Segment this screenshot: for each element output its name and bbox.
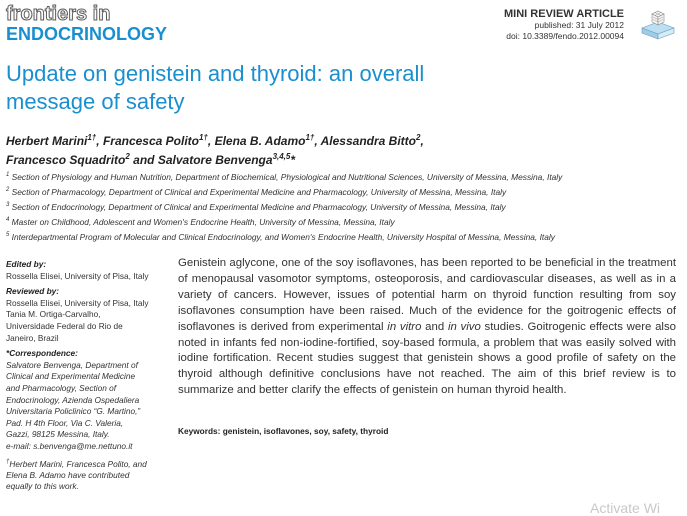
correspondence-line: Endocrinology, Azienda Ospedaliera: [6, 394, 140, 405]
os-activation-watermark: Activate Wi: [590, 500, 661, 516]
author-name: Alessandra Bitto: [320, 134, 416, 148]
author-name: Herbert Marini: [6, 134, 88, 148]
correspondence-line: Salvatore Benvenga, Department of: [6, 359, 138, 370]
affiliation-text: Section of Physiology and Human Nutrition, Department of Biochemical, Physiological and Nutritional Sciences, University of Messina, Messina, Italy: [11, 171, 563, 182]
affiliation-number: 5: [6, 232, 10, 238]
keywords: Keywords: genistein, isoflavones, soy, safety, thyroid: [178, 426, 389, 436]
affiliation-text: Master on Childhood, Adolescent and Women's Endocrine Health, University of Messina, Messina, Italy: [11, 216, 395, 227]
title-line2: message of safety: [6, 89, 185, 114]
author-affiliation-marker: 2: [415, 133, 421, 142]
affiliation-item: [6, 229, 666, 244]
footnote-line: Elena B. Adamo have contributed: [6, 469, 130, 480]
editor: Rossella Elisei, University of Pisa, Italy: [6, 270, 149, 281]
publication-info: [506, 20, 624, 42]
affiliation-text: Interdepartmental Program of Molecular and Clinical Endocrinology, and Women's Endocrine Health, University Hospital of Messina, Messina, Italy: [11, 231, 555, 242]
correspondence-label: *Correspondence:: [6, 348, 78, 359]
author-separator: *: [290, 153, 296, 167]
author-separator: and: [129, 153, 158, 167]
journal-name-line2: ENDOCRINOLOGY: [6, 24, 168, 44]
abstract-emphasis: in vivo: [447, 320, 481, 333]
abstract-text: and: [421, 320, 448, 333]
footnote-text: Herbert Marini, Francesca Polito, and: [9, 458, 147, 469]
title-line1: Update on genistein and thyroid: an overall: [6, 61, 425, 86]
author-name: Francesca Polito: [102, 134, 199, 148]
author-affiliation-marker: 1†: [87, 133, 97, 142]
author-separator: ,: [207, 134, 215, 148]
affiliation-item: [6, 169, 666, 184]
author-name: Salvatore Benvenga: [157, 153, 273, 167]
correspondence-line: Universitaria Policlinico “G. Martino,”: [6, 406, 141, 417]
abstract-text: studies. Goitrogenic effects were also noted in infants fed non-iodine-fortified, soy-based formula, a problem that was easily solved with iodine fortification. Recent studies suggest that genistein shows a good profile of safety on the thyroid although definitive conclusions have not reached. The aim of this brief review is to summarize and better clarify the effects of genistein on human thyroid health.: [178, 320, 676, 397]
author-affiliation-marker: 3,4,5: [272, 152, 291, 161]
reviewer: Tania M. Ortiga-Carvalho,: [6, 309, 101, 320]
frontiers-cube-icon: [638, 6, 678, 40]
reviewer-affiliation: Janeiro, Brazil: [6, 332, 59, 343]
author-name: Francesco Squadrito: [6, 153, 126, 167]
reviewer-affiliation: Universidade Federal do Rio de: [6, 320, 123, 331]
abstract-text: Genistein aglycone, one of the soy isoflavones, has been reported to be beneficial in the treatment of menopausal vasomotor symptoms, osteoporosis, and cardiovascular diseases, as well as in a variety of cancers. However, issues of potential harm on thyroid function resulting from soy isoflavones consumption have been raised. Much of the evidence for the goitrogenic effects of isoflavones is derived from experimental: [178, 257, 676, 333]
affiliation-text: Section of Pharmacology, Department of Clinical and Experimental Medicine and Pharmacology, University of Messina, Messina, Italy: [11, 186, 507, 197]
affiliation-text: Section of Endocrinology, Department of Clinical and Experimental Medicine and Pharmacology, University of Messina, Messina, Italy: [11, 201, 506, 212]
affiliation-number: 3: [6, 202, 10, 208]
affiliation-item: [6, 214, 666, 229]
correspondence-line: Clinical and Experimental Medicine: [6, 371, 136, 382]
reviewer: Rossella Elisei, University of Pisa, Italy: [6, 297, 149, 308]
journal-logo: [6, 4, 167, 43]
author-separator: ,: [420, 134, 424, 148]
published-date: published: 31 July 2012: [534, 20, 624, 30]
article-type: MINI REVIEW ARTICLE: [504, 8, 624, 20]
author-list: [6, 130, 646, 168]
author-separator: ,: [314, 134, 321, 148]
footnote-line: [6, 457, 168, 470]
journal-name-line1: frontiers in: [6, 3, 111, 25]
footnote-line: equally to this work.: [6, 481, 79, 492]
affiliation-list: [6, 169, 666, 244]
affiliation-number: 2: [6, 187, 10, 193]
correspondence-line: Gazzi, 98125 Messina, Italy.: [6, 429, 110, 440]
correspondence-line: and Pharmacology, Section of: [6, 382, 117, 393]
abstract: [178, 256, 676, 399]
affiliation-item: [6, 199, 666, 214]
correspondence-email[interactable]: e-mail: s.benvenga@me.nettuno.it: [6, 440, 133, 451]
abstract-emphasis: in vitro: [387, 320, 422, 333]
doi: doi: 10.3389/fendo.2012.00094: [506, 31, 624, 41]
edited-by-label: Edited by:: [6, 259, 47, 269]
correspondence-line: Pad. H 4th Floor, Via C. Valeria,: [6, 417, 124, 428]
affiliation-number: 1: [6, 172, 10, 178]
author-separator: ,: [96, 134, 103, 148]
author-affiliation-marker: 1†: [198, 133, 208, 142]
affiliation-item: [6, 184, 666, 199]
author-name: Elena B. Adamo: [214, 134, 306, 148]
reviewed-by-label: Reviewed by:: [6, 286, 60, 297]
author-affiliation-marker: 1†: [305, 133, 315, 142]
affiliation-number: 4: [6, 217, 10, 223]
article-title: [6, 60, 566, 116]
dagger-mark: †: [6, 458, 10, 465]
author-affiliation-marker: 2: [125, 152, 130, 161]
article-sidebar: [6, 259, 168, 493]
